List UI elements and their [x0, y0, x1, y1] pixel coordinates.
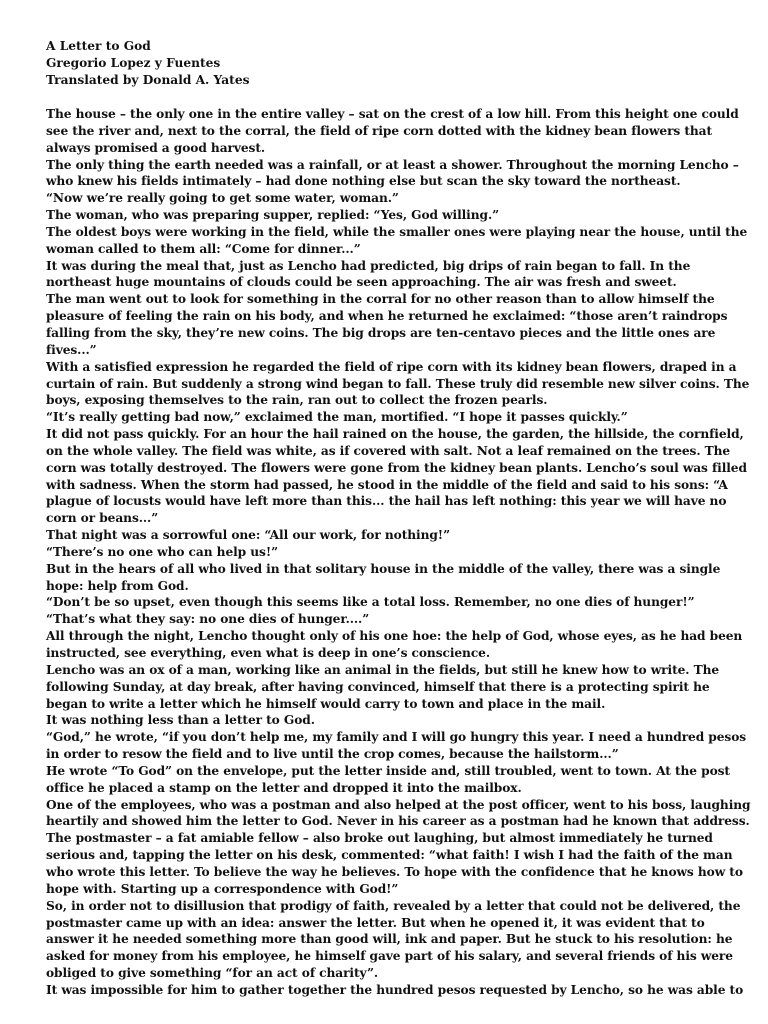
paragraph: “There’s no one who can help us!” [46, 544, 279, 559]
paragraph: One of the employees, who was a postman and also helped at the post officer, went to his boss, laughing heartily and showed him the letter to God. Never in his career as a postman had he known that address. [46, 797, 751, 829]
paragraph: But in the hears of all who lived in that solitary house in the middle of the valley, there was a single hope: help from God. [46, 561, 721, 593]
paragraph: The house – the only one in the entire valley – sat on the crest of a low hill. From this height one could see the river and, next to the corral, the field of ripe corn dotted with the kidney bean flowers that always promised a good harvest. [46, 107, 739, 155]
paragraph: He wrote “To God” on the envelope, put the letter inside and, still troubled, went to town. At the post office he placed a stamp on the letter and dropped it into the mailbox. [46, 763, 730, 795]
paragraph: It was during the meal that, just as Lencho had predicted, big drips of rain began to fall. In the northeast huge mountains of clouds could be seen approaching. The air was fresh and sweet. [46, 258, 691, 290]
paragraph: That night was a sorrowful one: “All our work, for nothing!” [46, 528, 450, 543]
document-translator: Translated by Donald A. Yates [46, 73, 250, 87]
paragraph: It was impossible for him to gather together the hundred pesos requested by Lencho, so he was able to [46, 982, 744, 997]
paragraph: It did not pass quickly. For an hour the hail rained on the house, the garden, the hillside, the cornfield, on the whole valley. The field was white, as if covered with salt. Not a leaf remained on the trees. The corn was totally destroyed. The flowers were gone from the kidney bean plants. Lencho’s soul was filled with sadness. When the storm had passed, he stood in the middle of the field and said to his sons: “A plague of locusts would have left more than this... the hail has left nothing: this year we will have no corn or beans...” [46, 427, 747, 526]
paragraph: “It’s really getting bad now,” exclaimed the man, mortified. “I hope it passes quickly.” [46, 410, 628, 425]
paragraph: “Now we’re really going to get some water, woman.” [46, 191, 399, 206]
paragraph: “God,” he wrote, “if you don’t help me, my family and I will go hungry this year. I need a hundred pesos in order to resow the field and to live until the crop comes, because the hailstorm...” [46, 730, 747, 762]
paragraph: The man went out to look for something in the corral for no other reason than to allow himself the pleasure of feeling the rain on his body, and when he returned he exclaimed: “those aren’t raindrops falling from the sky, they’re new coins. The big drops are ten-centavo pieces and the little ones are fives...” [46, 292, 728, 357]
paragraph: So, in order not to disillusion that prodigy of faith, revealed by a letter that could not be delivered, the postmaster came up with an idea: answer the letter. But when he opened it, it was evident that to answer it he needed something more than good will, ink and paper. But he stuck to his resolution: he asked for money from his employee, he himself gave part of his salary, and several friends of his were obliged to give something “for an act of charity”. [46, 898, 741, 981]
paragraph: With a satisfied expression he regarded the field of ripe corn with its kidney bean flowers, draped in a curtain of rain. But suddenly a strong wind began to fall. These truly did resemble new silver coins. The boys, exposing themselves to the rain, ran out to collect the frozen pearls. [46, 359, 750, 408]
paragraph: The only thing the earth needed was a rainfall, or at least a shower. Throughout the morning Lencho – who knew his fields intimately – had done nothing else but scan the sky toward the northeast. [46, 157, 739, 189]
document-title: A Letter to God [46, 39, 151, 53]
paragraph: The oldest boys were working in the field, while the smaller ones were playing near the house, until the woman called to them all: “Come for dinner...” [46, 224, 748, 256]
paragraph: It was nothing less than a letter to God. [46, 713, 315, 728]
document-page [46, 38, 752, 999]
paragraph: All through the night, Lencho thought only of his one hoe: the help of God, whose eyes, as he had been instructed, see everything, even what is deep in one’s conscience. [46, 629, 743, 660]
document-body [46, 106, 752, 999]
paragraph: “That’s what they say: no one dies of hunger....” [46, 612, 370, 627]
paragraph: The woman, who was preparing supper, replied: “Yes, God willing.” [46, 208, 500, 223]
paragraph: Lencho was an ox of a man, working like an animal in the fields, but still he knew how to write. The following Sunday, at day break, after having convinced, himself that there is a protecting spirit he began to write a letter which he himself would carry to town and place in the mail. [46, 662, 720, 711]
paragraph: “Don’t be so upset, even though this seems like a total loss. Remember, no one dies of hunger!” [46, 595, 695, 610]
paragraph: The postmaster – a fat amiable fellow – also broke out laughing, but almost immediately he turned serious and, tapping the letter on his desk, commented: “what faith! I wish I had the faith of the man who wrote this letter. To believe the way he believes. To hope with the confidence that he knows how to hope with. Starting up a correspondence with God!” [46, 831, 743, 896]
document-header [46, 38, 752, 89]
document-author: Gregorio Lopez y Fuentes [46, 56, 221, 70]
